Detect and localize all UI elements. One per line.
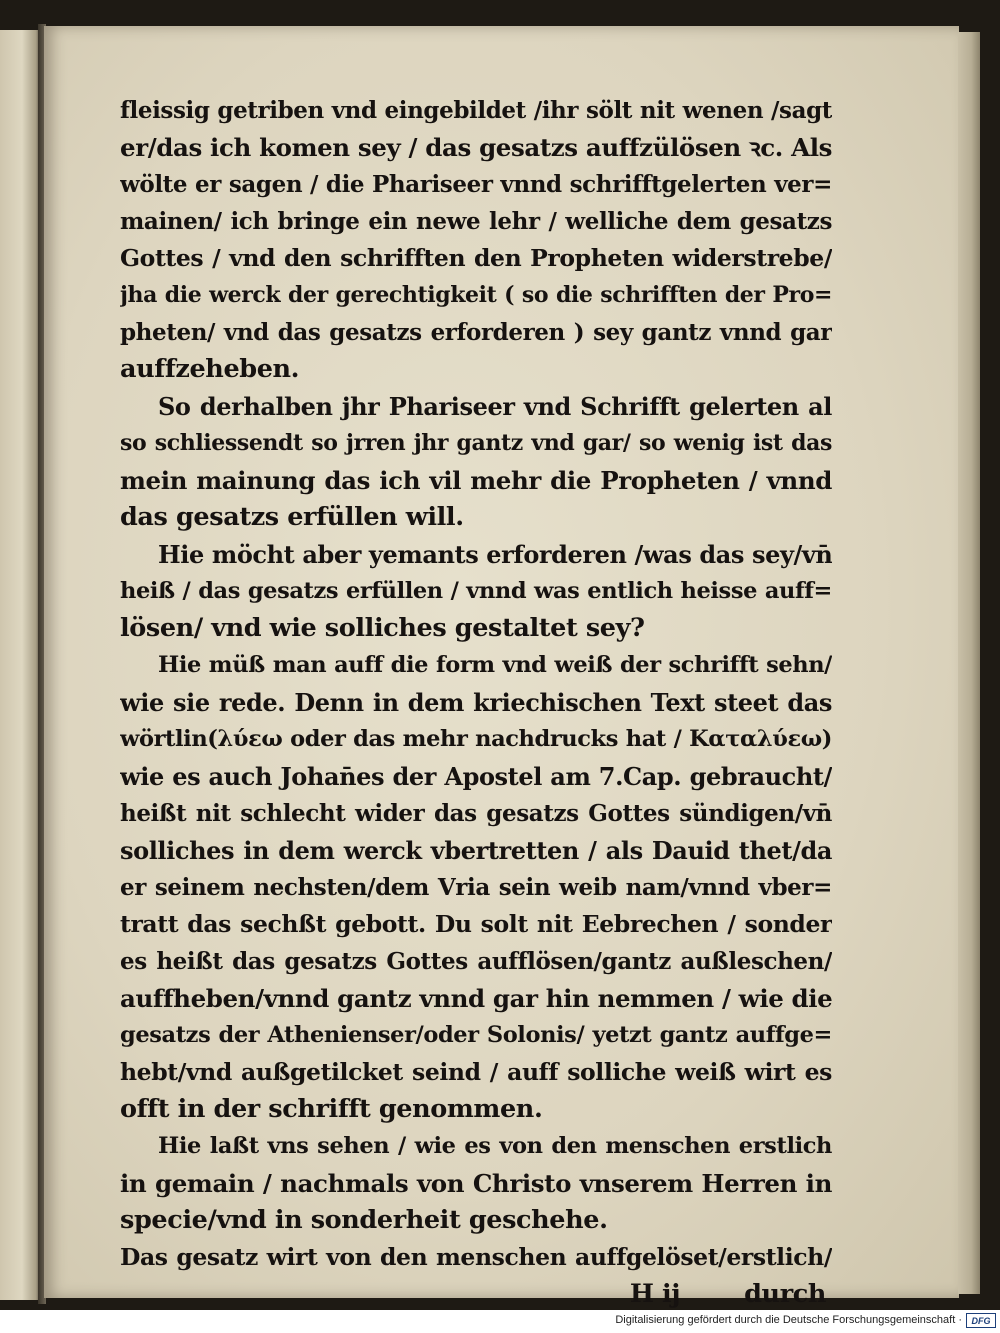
text-line: specie/vnd in sonderheit geschehe. <box>120 1205 608 1235</box>
signature-mark: H ij <box>629 1279 681 1309</box>
text-line: Hie müß man auff die form vnd weiß der schrifft sehn/ <box>158 652 832 678</box>
text-line: heißt nit schlecht wider das gesatzs Gottes sündigen/vn̄ <box>120 800 832 827</box>
text-line: so schliessendt so jrren jhr gantz vnd gar/ so wenig ist das <box>120 430 832 456</box>
text-line: lösen/ vnd wie solliches gestaltet sey? <box>120 613 645 643</box>
text-line: das gesatzs erfüllen will. <box>120 502 464 532</box>
text-line: er/das ich komen sey / das gesatzs auffzülösen ꝛc. Als <box>120 133 832 162</box>
text-line: mein mainung das ich vil mehr die Propheten / vnnd <box>120 466 832 495</box>
text-line: auffheben/vnnd gantz vnnd gar hin nemmen / wie die <box>120 984 832 1013</box>
text-line: es heißt das gesatzs Gottes aufflösen/gantz außleschen/ <box>120 948 832 975</box>
text-line: mainen/ ich bringe ein newe lehr / welliche dem gesatzs <box>120 208 832 235</box>
text-line: gesatzs der Athenienser/oder Solonis/ yetzt gantz auffge= <box>120 1022 832 1048</box>
funding-notice: Digitalisierung gefördert durch die Deutsche Forschungsgemeinschaft · <box>615 1314 962 1326</box>
text-line: Hie laßt vns sehen / wie es von den menschen erstlich <box>158 1133 832 1159</box>
text-line: solliches in dem werck vbertretten / als Dauid thet/da <box>120 836 832 865</box>
text-line: jha die werck der gerechtigkeit ( so die schrifften der Pro= <box>120 282 832 308</box>
text-line: in gemain / nachmals von Christo vnserem Herren in <box>120 1169 832 1198</box>
text-line: Hie möcht aber yemants erforderen /was das sey/vn̄ <box>158 540 832 569</box>
text-line: fleissig getriben vnd eingebildet /ihr sölt nit wenen /sagt <box>120 97 832 124</box>
text-line: wörtlin(λύεω oder das mehr nachdrucks hat / Καταλύεω) <box>120 726 832 752</box>
text-line: wie es auch Johan̄es der Apostel am 7.Cap. gebraucht/ <box>120 762 832 791</box>
text-line: tratt das sechßt gebott. Du solt nit Eebrechen / sonder <box>120 910 832 938</box>
dfg-logo: DFG <box>966 1313 996 1328</box>
footer-bar <box>0 1310 1000 1333</box>
text-line: wölte er sagen / die Phariseer vnnd schrifftgelerten ver= <box>120 171 832 198</box>
text-line: pheten/ vnd das gesatzs erforderen ) sey gantz vnnd gar <box>120 319 832 346</box>
text-line: er seinem nechsten/dem Vria sein weib nam/vnnd vber= <box>120 874 832 901</box>
text-line: hebt/vnd außgetilcket seind / auff solliche weiß wirt es <box>120 1058 832 1086</box>
text-line: heiß / das gesatzs erfüllen / vnnd was entlich heisse auff= <box>120 578 832 604</box>
text-line: So derhalben jhr Phariseer vnd Schrifft gelerten al <box>158 392 832 421</box>
page-stack-edge <box>958 32 980 1294</box>
text-line: wie sie rede. Denn in dem kriechischen Text steet das <box>120 688 832 717</box>
text-block <box>120 92 832 1310</box>
signature-line <box>120 1276 832 1310</box>
text-line: Gottes / vnd den schrifften den Propheten widerstrebe/ <box>120 244 832 272</box>
text-line: Das gesatz wirt von den menschen auffgelöset/erstlich/ <box>120 1243 832 1271</box>
left-page-edge <box>0 30 40 1300</box>
catchword: durch <box>744 1279 826 1309</box>
text-line: auffzeheben. <box>120 354 300 384</box>
text-line: offt in der schrifft genommen. <box>120 1094 543 1124</box>
